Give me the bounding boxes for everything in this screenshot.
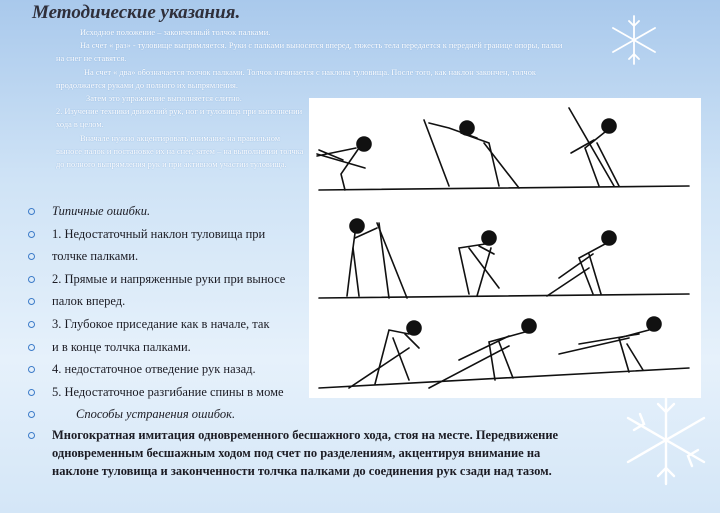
skier-figure-1	[317, 137, 371, 190]
list-item: и в конце толчка палками.	[26, 336, 316, 359]
final-paragraph: Многократная имитация одновременного бесшажного хода, стоя на месте. Передвижение одновременным бесшажным ходом под счет по разделениям, акцентируя внимание на наклоне туловища и законченности толчка палками до соединения рук сзади над тазом.	[26, 426, 572, 480]
skier-figure-3	[569, 108, 619, 186]
faded-paragraph: Вначале нужно акцентировать внимание на правильном выносе палок и постановке их на снег, затем – на выполнении толчка до полного выпрямления рук и при активном участии туловища.	[56, 133, 304, 170]
page-title: Методические указания.	[32, 2, 241, 23]
faded-paragraph: На счет « два» обозначается толчок палками. Толчок начинается с наклона туловища. После того, как наклон закончен, толчок продолжается руками до полного их выпрямления.	[56, 67, 537, 90]
list-item: 5. Недостаточное разгибание спины в моме	[26, 381, 316, 404]
skier-figures-svg	[309, 98, 701, 398]
skier-figure-4	[347, 219, 407, 298]
skier-figure-2	[424, 120, 519, 188]
faded-paragraph: 2. Изучение техники движений рук, ног и туловища при выполнении хода в целом.	[56, 107, 303, 130]
skier-figure-9	[559, 317, 661, 372]
list-item: 3. Глубокое приседание как в начале, так	[26, 313, 316, 336]
ski-track-line	[319, 186, 689, 190]
list-item: 4. недостаточное отведение рук назад.	[26, 358, 316, 381]
skier-figure-6	[547, 231, 616, 296]
list-item: толчке палками.	[26, 245, 316, 268]
list-item: 2. Прямые и напряженные руки при выносе	[26, 268, 316, 291]
list-item: палок вперед.	[26, 290, 316, 313]
skier-figure-5	[459, 231, 499, 296]
faded-paragraph: Затем это упражнение выполняется слитно.	[86, 94, 242, 104]
typical-errors-list	[26, 200, 316, 426]
ski-track-line	[319, 294, 689, 298]
snowflake-icon	[608, 14, 660, 66]
skier-illustration	[309, 98, 701, 398]
list-item: Типичные ошибки.	[26, 200, 316, 223]
list-item: 1. Недостаточный наклон туловища при	[26, 223, 316, 246]
faded-paragraph: Исходное положение – законченный толчок палками.	[80, 28, 271, 37]
snowflake-icon	[618, 392, 714, 488]
faded-paragraph: На счет « раз» - туловище выпрямляется. Руки с палками выносятся вперед, тяжесть тела передается к передней границе опоры, палки на снег не ставятся.	[56, 41, 563, 64]
list-item: Способы устранения ошибок.	[26, 403, 316, 426]
skier-figure-7	[349, 321, 421, 388]
